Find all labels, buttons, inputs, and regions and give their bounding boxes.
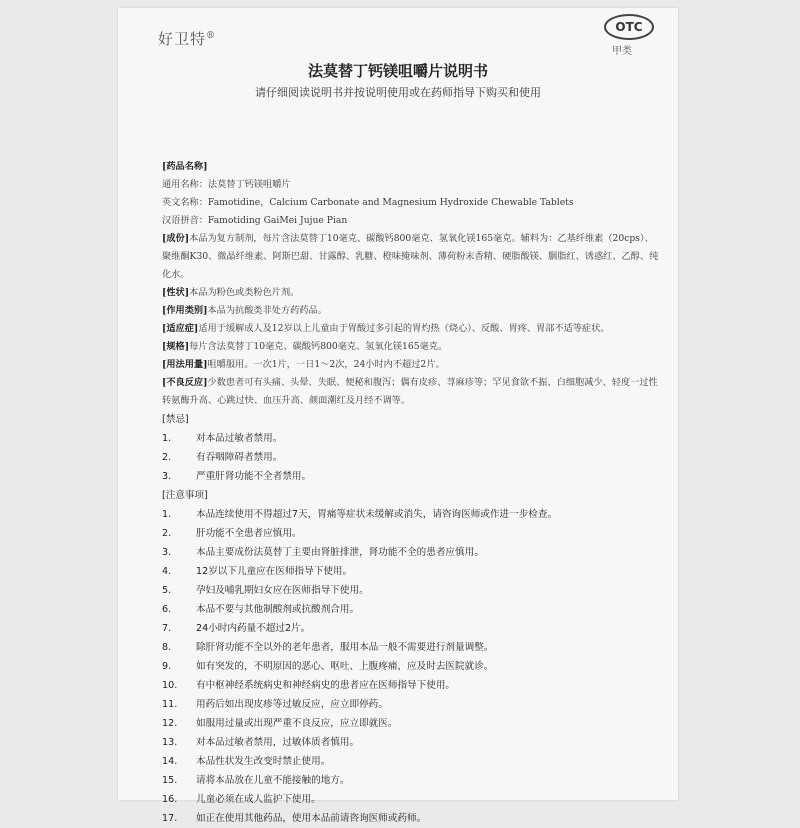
english-name: 英文名称：Famotidine，Calcium Carbonate and Magnesium Hydroxide Chewable Tablets [162,197,574,208]
otc-badge: OTC [604,14,654,40]
generic-name: 通用名称：法莫替丁钙镁咀嚼片 [162,179,291,190]
item-number: 1. [162,433,172,444]
properties-heading: [性状] [162,287,190,298]
item-number: 5. [162,585,172,596]
item-number: 15. [162,775,178,786]
dosage-section [162,356,660,374]
list-item [162,752,660,771]
indications-section [162,320,660,338]
category-section [162,302,660,320]
otc-class-label: 甲类 [612,46,632,57]
category-heading: [作用类别] [162,305,208,316]
list-item [162,619,660,638]
list-item [162,524,660,543]
item-number: 12. [162,718,178,729]
item-text: 对本品过敏者禁用，过敏体质者慎用。 [196,737,360,748]
specification-text: 每片含法莫替丁10毫克、碳酸钙800毫克、氢氧化镁165毫克。 [189,341,448,352]
item-text: 如正在使用其他药品，使用本品前请咨询医师或药师。 [196,813,427,824]
list-item [162,467,660,486]
item-number: 1. [162,509,172,520]
list-item [162,600,660,619]
item-text: 有吞咽障碍者禁用。 [196,452,283,463]
item-text: 有中枢神经系统病史和神经病史的患者应在医师指导下使用。 [196,680,456,691]
pinyin-name: 汉语拼音：Famotiding GaiMei Jujue Pian [162,215,348,226]
adverse-heading: [不良反应] [162,377,208,388]
indications-heading: [适应症] [162,323,199,334]
list-item [162,695,660,714]
item-text: 对本品过敏者禁用。 [196,433,283,444]
item-text: 如服用过量或出现严重不良反应，应立即就医。 [196,718,398,729]
list-item [162,562,660,581]
item-text: 12岁以下儿童应在医师指导下使用。 [196,566,353,577]
category-text: 本品为抗酸类非处方药药品。 [207,305,327,316]
dosage-heading: [用法用量] [162,359,208,370]
item-number: 7. [162,623,172,634]
list-item [162,657,660,676]
precautions-heading: [注意事项] [162,490,208,501]
contraindications-heading: [禁忌] [162,414,189,425]
precautions-section [162,486,660,828]
list-item [162,714,660,733]
item-number: 6. [162,604,172,615]
instruction-sheet [118,8,678,824]
indications-text: 适用于缓解成人及12岁以上儿童由于胃酸过多引起的胃灼热（烧心）、反酸、胃疼、胃部不适等症状。 [198,323,610,334]
item-text: 本品性状发生改变时禁止使用。 [196,756,331,767]
item-text: 用药后如出现皮疹等过敏反应，应立即停药。 [196,699,388,710]
item-number: 3. [162,471,172,482]
adverse-text: 少数患者可有头痛、头晕、失眠、便秘和腹泻；偶有皮疹、荨麻疹等；罕见食欲不振、白细胞减少、轻度一过性转氨酶升高、心跳过快、血压升高、颜面潮红及月经不调等。 [162,377,658,406]
specification-section [162,338,660,356]
item-text: 请将本品放在儿童不能接触的地方。 [196,775,350,786]
list-item [162,429,660,448]
list-item [162,505,660,524]
adverse-section [162,374,660,410]
dosage-text: 咀嚼服用。一次1片，一日1～2次，24小时内不超过2片。 [207,359,445,370]
item-text: 肝功能不全患者应慎用。 [196,528,302,539]
list-item [162,638,660,657]
item-number: 11. [162,699,178,710]
list-item [162,448,660,467]
properties-section [162,284,660,302]
list-item [162,771,660,790]
item-number: 10. [162,680,178,691]
composition-heading: [成份] [162,233,190,244]
composition-section [162,230,660,284]
item-number: 8. [162,642,172,653]
list-item [162,809,660,828]
item-text: 严重肝肾功能不全者禁用。 [196,471,312,482]
item-text: 孕妇及哺乳期妇女应在医师指导下使用。 [196,585,369,596]
item-text: 本品连续使用不得超过7天，胃痛等症状未缓解或消失，请咨询医师或作进一步检查。 [196,509,558,520]
item-number: 4. [162,566,172,577]
brand-logo: 好卫特® [158,30,217,48]
list-item [162,581,660,600]
item-number: 2. [162,528,172,539]
item-text: 24小时内药量不超过2片。 [196,623,311,634]
item-number: 14. [162,756,178,767]
document-subtitle: 请仔细阅读说明书并按说明使用或在药师指导下购买和使用 [255,86,541,99]
item-number: 9. [162,661,172,672]
contraindications-section [162,410,660,486]
composition-text: 本品为复方制剂，每片含法莫替丁10毫克、碳酸钙800毫克、氢氧化镁165毫克。辅料为：乙基纤维素（20cps）、聚维酮K30、微晶纤维素、阿斯巴甜、甘露醇、乳糖、橙味掩味剂、薄荷粉末香精、硬脂酸镁、胭脂红、诱惑红、乙醇、纯化水。 [162,233,659,280]
drug-name-heading: [药品名称] [162,161,208,172]
item-text: 如有突发的，不明原因的恶心、呕吐、上腹疼痛，应及时去医院就诊。 [196,661,494,672]
item-number: 3. [162,547,172,558]
item-text: 本品主要成份法莫替丁主要由肾脏排泄，肾功能不全的患者应慎用。 [196,547,484,558]
item-number: 17. [162,813,178,824]
item-text: 儿童必须在成人监护下使用。 [196,794,321,805]
item-number: 13. [162,737,178,748]
document-title: 法莫替丁钙镁咀嚼片说明书 [307,62,488,80]
list-item [162,543,660,562]
list-item [162,733,660,752]
list-item [162,676,660,695]
specification-heading: [规格] [162,341,190,352]
registered-mark: ® [206,31,217,41]
item-text: 本品不要与其他制酸剂或抗酸剂合用。 [196,604,360,615]
item-number: 2. [162,452,172,463]
item-text: 除肝肾功能不全以外的老年患者，服用本品一般不需要进行剂量调整。 [196,642,494,653]
item-number: 16. [162,794,178,805]
properties-text: 本品为粉色或类粉色片剂。 [189,287,300,298]
leaflet-body [162,158,660,828]
